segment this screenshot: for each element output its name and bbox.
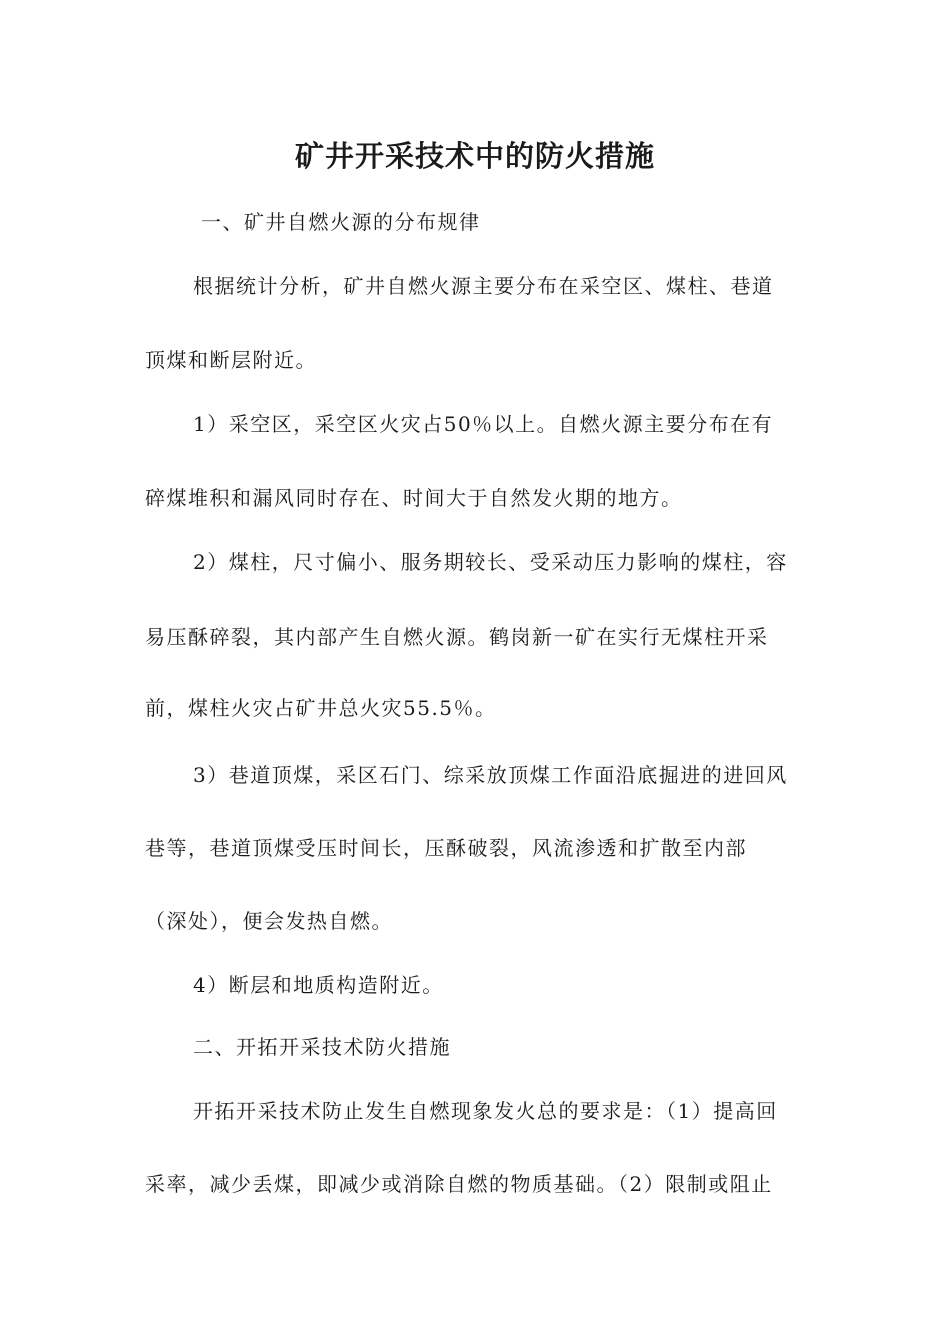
section-heading-1: 一、矿井自燃火源的分布规律 [201,210,481,234]
section-heading-2: 二、开拓开采技术防火措施 [193,1035,451,1059]
paragraph-line: 前，煤柱火灾占矿井总火灾55.5％。 [145,696,497,720]
paragraph-line: 根据统计分析，矿井自燃火源主要分布在采空区、煤柱、巷道 [193,274,774,298]
paragraph-line: 采率，减少丢煤，即减少或消除自燃的物质基础。（2）限制或阻止 [145,1172,773,1196]
paragraph-line: 开拓开采技术防止发生自燃现象发火总的要求是：（1）提高回 [193,1099,778,1123]
paragraph-line: 4）断层和地质构造附近。 [193,973,444,997]
paragraph-line: 碎煤堆积和漏风同时存在、时间大于自然发火期的地方。 [145,486,683,510]
paragraph-line: 1）采空区，采空区火灾占50％以上。自燃火源主要分布在有 [193,412,774,436]
paragraph-line: （深处），便会发热自燃。 [145,909,393,933]
paragraph-line: 3）巷道顶煤，采区石门、综采放顶煤工作面沿底掘进的进回风 [193,763,788,787]
paragraph-line: 2）煤柱，尺寸偏小、服务期较长、受采动压力影响的煤柱，容 [193,550,788,574]
paragraph-line: 巷等，巷道顶煤受压时间长，压酥破裂，风流渗透和扩散至内部 [145,836,747,860]
paragraph-line: 顶煤和断层附近。 [145,348,317,372]
paragraph-line: 易压酥碎裂，其内部产生自燃火源。鹤岗新一矿在实行无煤柱开采 [145,625,769,649]
document-title: 矿井开采技术中的防火措施 [294,139,655,173]
